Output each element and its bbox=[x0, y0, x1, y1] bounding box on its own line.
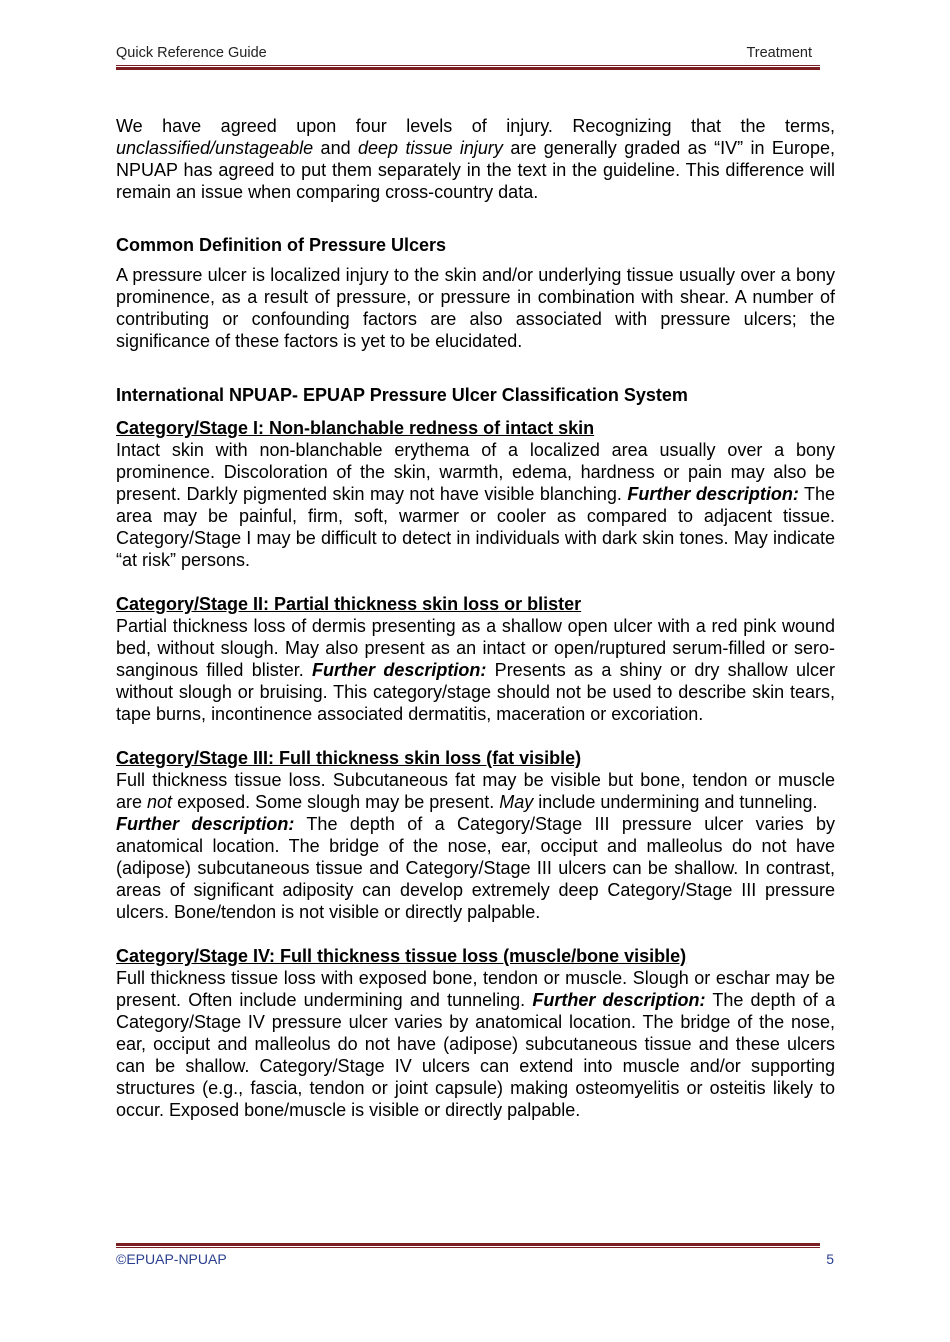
page-footer bbox=[116, 1251, 834, 1271]
stage4-title: Category/Stage IV: Full thickness tissue loss (muscle/bone visible) bbox=[116, 946, 687, 966]
stage2-title: Category/Stage II: Partial thickness skin loss or blister bbox=[116, 594, 582, 614]
intro-paragraph: We have agreed upon four levels of injury. Recognizing that the terms, unclassified/unstageable and deep tissue injury are generally graded as “IV” in Europe, NPUAP has agreed to put them separately in the text in the guideline. This difference will remain an issue when comparing cross-country data. bbox=[116, 116, 835, 202]
footer-copyright: ©EPUAP-NPUAP bbox=[116, 1251, 227, 1267]
stage1-title: Category/Stage I: Non-blanchable redness of intact skin bbox=[116, 418, 595, 438]
stage2-paragraph: Partial thickness loss of dermis presenting as a shallow open ulcer with a red pink wound bed, without slough. May also present as an intact or open/ruptured serum-filled or sero-sanginous filled blister. Further description: Presents as a shiny or dry shallow ulcer without slough or bruising. This category/stage should not be used to describe skin tears, tape burns, incontinence associated dermatitis, maceration or excoriation. bbox=[116, 616, 836, 724]
definition-paragraph: A pressure ulcer is localized injury to the skin and/or underlying tissue usually over a bony prominence, as a result of pressure, or pressure in combination with shear. A number of contributing or confounding factors are also associated with pressure ulcers; the significance of these factors is yet to be elucidated. bbox=[116, 265, 835, 351]
footer-rule bbox=[116, 1243, 820, 1248]
header-title: Quick Reference Guide bbox=[116, 45, 267, 61]
definition-heading: Common Definition of Pressure Ulcers bbox=[116, 235, 447, 255]
document-body bbox=[116, 115, 835, 1121]
stage3-further-paragraph: Further description: The depth of a Category/Stage III pressure ulcer varies by anatomical location. The bridge of the nose, ear, occiput and malleolus do not have (adipose) subcutaneous tissue and Category/Stage III ulcers can be shallow. In contrast, areas of significant adiposity can develop extremely deep Category/Stage III pressure ulcers. Bone/tendon is not visible or directly palpable. bbox=[116, 814, 836, 922]
page-number: 5 bbox=[826, 1251, 834, 1267]
stage4-paragraph: Full thickness tissue loss with exposed bone, tendon or muscle. Slough or eschar may be present. Often include undermining and tunneling. Further description: The depth of a Category/Stage IV pressure ulcer varies by anatomical location. The bridge of the nose, ear, occiput and malleolus do not have (adipose) subcutaneous tissue and these ulcers can be shallow. Category/Stage IV ulcers can extend into muscle and/or supporting structures (e.g., fascia, tendon or joint capsule) making osteomyelitis or osteitis likely to occur. Exposed bone/muscle is visible or directly palpable. bbox=[116, 968, 835, 1120]
stage1-paragraph: Intact skin with non-blanchable erythema of a localized area usually over a bony prominence. Discoloration of the skin, warmth, edema, hardness or pain may also be present. Darkly pigmented skin may not have visible blanching. Further description: The area may be painful, firm, soft, warmer or cooler as compared to adjacent tissue. Category/Stage I may be difficult to detect in individuals with dark skin tones. May indicate “at risk” persons. bbox=[116, 440, 835, 570]
classification-heading: International NPUAP- EPUAP Pressure Ulcer Classification System bbox=[116, 385, 688, 405]
header-section: Treatment bbox=[746, 45, 812, 61]
header-rule bbox=[116, 65, 820, 70]
page-header bbox=[116, 45, 820, 65]
stage3-paragraph: Full thickness tissue loss. Subcutaneous fat may be visible but bone, tendon or muscle are not exposed. Some slough may be present. May include undermining and tunneling. bbox=[116, 770, 835, 812]
stage3-title: Category/Stage III: Full thickness skin loss (fat visible) bbox=[116, 748, 582, 768]
